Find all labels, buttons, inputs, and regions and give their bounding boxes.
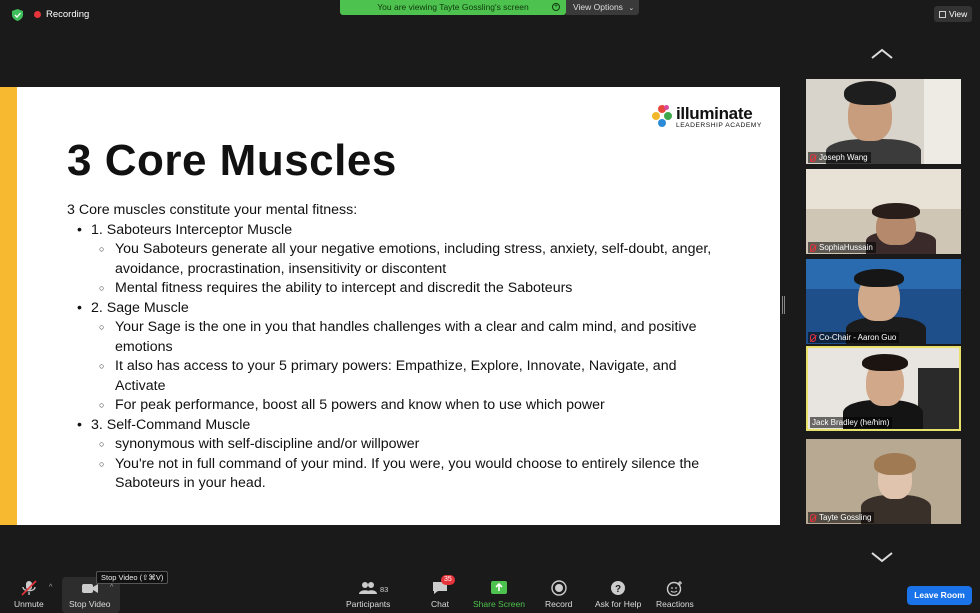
sub-bullet: ○ For peak performance, boost all 5 powers and know when to use which power: [67, 396, 727, 416]
unmute-button[interactable]: [14, 580, 44, 609]
mic-muted-icon: [810, 334, 816, 342]
chat-label: Chat: [431, 599, 449, 609]
video-tile-active-speaker[interactable]: [806, 346, 961, 431]
participants-count: 83: [380, 585, 389, 594]
participant-name-label: Joseph Wang: [808, 152, 871, 163]
reactions-label: Reactions: [656, 599, 694, 609]
unmute-label: Unmute: [14, 599, 44, 609]
banner-plus-icon[interactable]: +: [553, 3, 559, 10]
security-shield-icon[interactable]: [12, 9, 23, 21]
share-screen-icon: [490, 580, 508, 596]
view-options-button[interactable]: [566, 0, 639, 15]
scroll-down-chevron-icon[interactable]: [871, 551, 893, 563]
bullet-heading: • 1. Saboteurs Interceptor Muscle: [67, 221, 727, 241]
smiley-plus-icon: [666, 580, 684, 596]
illuminate-logo: [652, 105, 762, 130]
logo-subtitle: LEADERSHIP ACADEMY: [676, 122, 762, 129]
shared-screen-slide: [0, 87, 780, 525]
recording-indicator[interactable]: [34, 9, 89, 20]
mic-muted-icon: [20, 580, 38, 596]
stop-video-label: Stop Video: [69, 599, 111, 609]
sub-bullet: ○ Mental fitness requires the ability to intercept and discredit the Saboteurs: [67, 279, 727, 299]
video-tile-participant[interactable]: [806, 169, 961, 254]
audio-options-caret-icon[interactable]: ^: [49, 584, 53, 591]
slide-accent-bar: [0, 87, 17, 525]
share-screen-label: Share Screen: [473, 599, 525, 609]
bullet-heading: • 2. Sage Muscle: [67, 299, 727, 319]
logo-dots-icon: [652, 105, 672, 127]
grid-view-icon: [939, 11, 946, 18]
scroll-up-chevron-icon[interactable]: [871, 48, 893, 60]
bullet-heading: • 3. Self-Command Muscle: [67, 416, 727, 436]
viewing-screen-text: You are viewing Tayte Gossling's screen: [377, 2, 529, 12]
video-camera-icon: [81, 580, 99, 596]
participant-name-label: Co-Chair - Aaron Guo: [808, 332, 899, 343]
chat-button[interactable]: [431, 576, 452, 609]
view-label: View: [949, 9, 968, 19]
participants-label: Participants: [346, 599, 391, 609]
sub-bullet: ○ synonymous with self-discipline and/or willpower: [67, 435, 727, 455]
video-options-caret-icon[interactable]: ^: [110, 584, 114, 591]
participant-name-label: Tayte Gossling: [808, 512, 874, 523]
record-label: Record: [545, 599, 573, 609]
mic-muted-icon: [810, 514, 816, 522]
video-tile-participant[interactable]: [806, 79, 961, 164]
mic-muted-icon: [810, 154, 816, 162]
reactions-button[interactable]: [656, 580, 694, 609]
record-button[interactable]: [545, 580, 572, 609]
recording-dot-icon: [34, 11, 41, 18]
video-tile-participant[interactable]: [806, 439, 961, 524]
record-icon: [550, 580, 568, 596]
share-screen-button[interactable]: [473, 580, 525, 609]
viewing-screen-banner: [340, 0, 566, 15]
chat-unread-badge: 35: [441, 575, 455, 585]
participants-icon: [359, 580, 377, 596]
svg-text:?: ?: [615, 584, 622, 595]
ask-for-help-button[interactable]: [595, 580, 641, 609]
sub-bullet: ○ It also has access to your 5 primary powers: Empathize, Explore, Innovate, Navigate, and Activate: [67, 357, 727, 396]
mic-muted-icon: [810, 244, 816, 252]
slide-intro: 3 Core muscles constitute your mental fitness:: [67, 202, 358, 218]
video-tile-participant[interactable]: [806, 259, 961, 344]
sub-bullet: ○ Your Sage is the one in you that handles challenges with a clear and calm mind, and positive emotions: [67, 318, 727, 357]
participant-name-label: SophiaHussain: [808, 242, 876, 253]
slide-body: [67, 201, 727, 494]
view-button[interactable]: [934, 6, 972, 22]
logo-wordmark: illuminate: [676, 104, 753, 123]
recording-label: Recording: [46, 9, 90, 20]
sub-bullet: ○ You're not in full command of your mind. If you were, you would choose to entirely silence the Saboteurs in your head.: [67, 455, 727, 494]
stop-video-tooltip: Stop Video (⇧⌘V): [96, 571, 168, 584]
slide-title: 3 Core Muscles: [67, 136, 397, 185]
leave-room-button[interactable]: Leave Room: [907, 586, 972, 605]
help-question-icon: [609, 580, 627, 596]
view-options-label: View Options: [573, 2, 623, 12]
panel-resize-handle[interactable]: [782, 296, 785, 314]
ask-for-help-label: Ask for Help: [595, 599, 642, 609]
sub-bullet: ○ You Saboteurs generate all your negative emotions, including stress, anxiety, self-doubt, anger, avoidance, procrastination, insensitivity or discontent: [67, 240, 727, 279]
chevron-down-icon: ⌄: [628, 5, 635, 12]
stop-video-button[interactable]: [69, 580, 110, 609]
participant-name-label: Jack Bradley (he/him): [810, 417, 892, 428]
